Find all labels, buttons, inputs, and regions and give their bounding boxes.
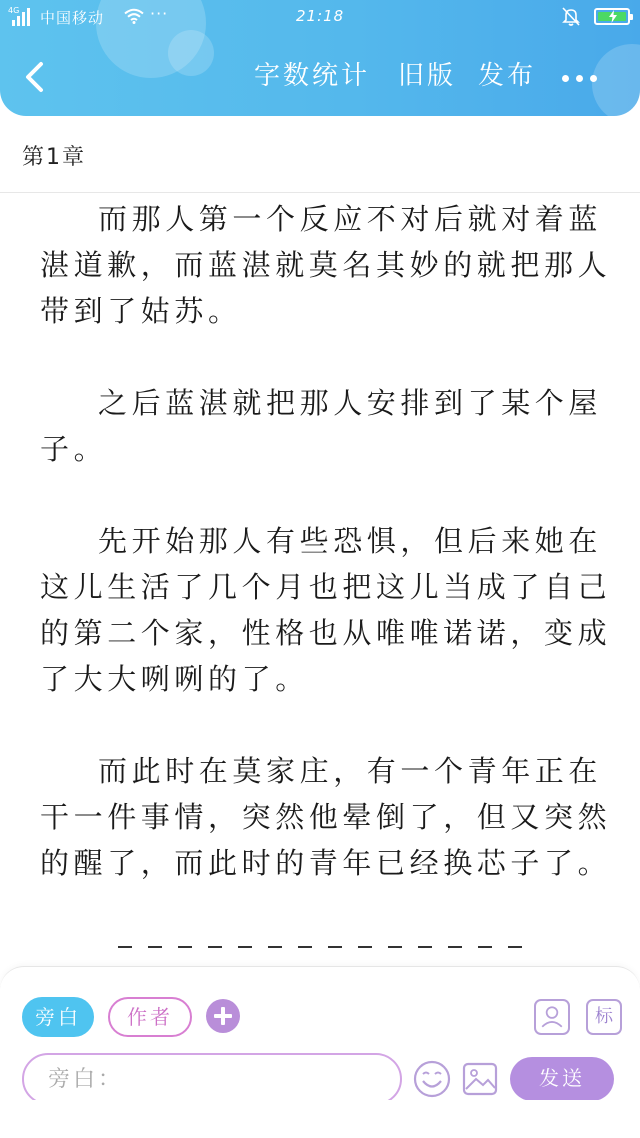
signal-icon xyxy=(8,8,34,26)
send-button[interactable]: 发送 xyxy=(510,1057,614,1101)
chapter-title[interactable]: 第1章 xyxy=(22,145,86,170)
status-more-icon: ··· xyxy=(150,4,169,23)
network-type: 4G xyxy=(8,6,20,15)
image-icon[interactable] xyxy=(462,1061,498,1097)
story-content[interactable] xyxy=(40,196,612,966)
mark-button[interactable]: 标 xyxy=(586,999,622,1035)
person-card-icon[interactable] xyxy=(534,999,570,1035)
mute-icon xyxy=(562,7,580,26)
carrier-name: 中国移动 xyxy=(40,9,105,27)
story-paragraph[interactable]: 之后蓝湛就把那人安排到了某个屋子。 xyxy=(40,386,603,466)
bottom-spacer xyxy=(0,1100,640,1138)
wifi-icon xyxy=(124,8,144,24)
app-header xyxy=(0,34,640,116)
old-version-button[interactable]: 旧版 xyxy=(398,61,457,91)
emoji-icon[interactable] xyxy=(412,1059,452,1099)
status-time: 21:18 xyxy=(296,7,345,25)
story-paragraph[interactable]: 先开始那人有些恐惧，但后来她在这儿生活了几个月也把这儿当成了自己的第二个家，性格也从唯唯诺诺，变成了大大咧咧的了。 xyxy=(40,524,612,696)
publish-button[interactable]: 发布 xyxy=(478,61,537,91)
word-count-button[interactable]: 字数统计 xyxy=(254,61,371,91)
top-bar xyxy=(0,0,640,116)
role-chip-author[interactable]: 作者 xyxy=(108,997,192,1037)
divider xyxy=(0,192,640,193)
more-dots-icon[interactable] xyxy=(562,74,598,84)
role-chip-narrator[interactable]: 旁白 xyxy=(22,997,94,1037)
scene-break-dashes xyxy=(118,946,532,948)
story-paragraph[interactable]: 而此时在莫家庄，有一个青年正在干一件事情，突然他晕倒了，但又突然的醒了，而此时的青年已经换芯子了。 xyxy=(40,754,612,880)
status-bar xyxy=(0,0,640,34)
battery-icon xyxy=(594,8,630,25)
back-arrow-icon[interactable] xyxy=(20,60,50,94)
story-paragraph[interactable]: 而那人第一个反应不对后就对着蓝湛道歉，而蓝湛就莫名其妙的就把那人带到了姑苏。 xyxy=(40,202,612,328)
message-input[interactable] xyxy=(22,1053,402,1105)
plus-icon[interactable] xyxy=(206,999,240,1033)
